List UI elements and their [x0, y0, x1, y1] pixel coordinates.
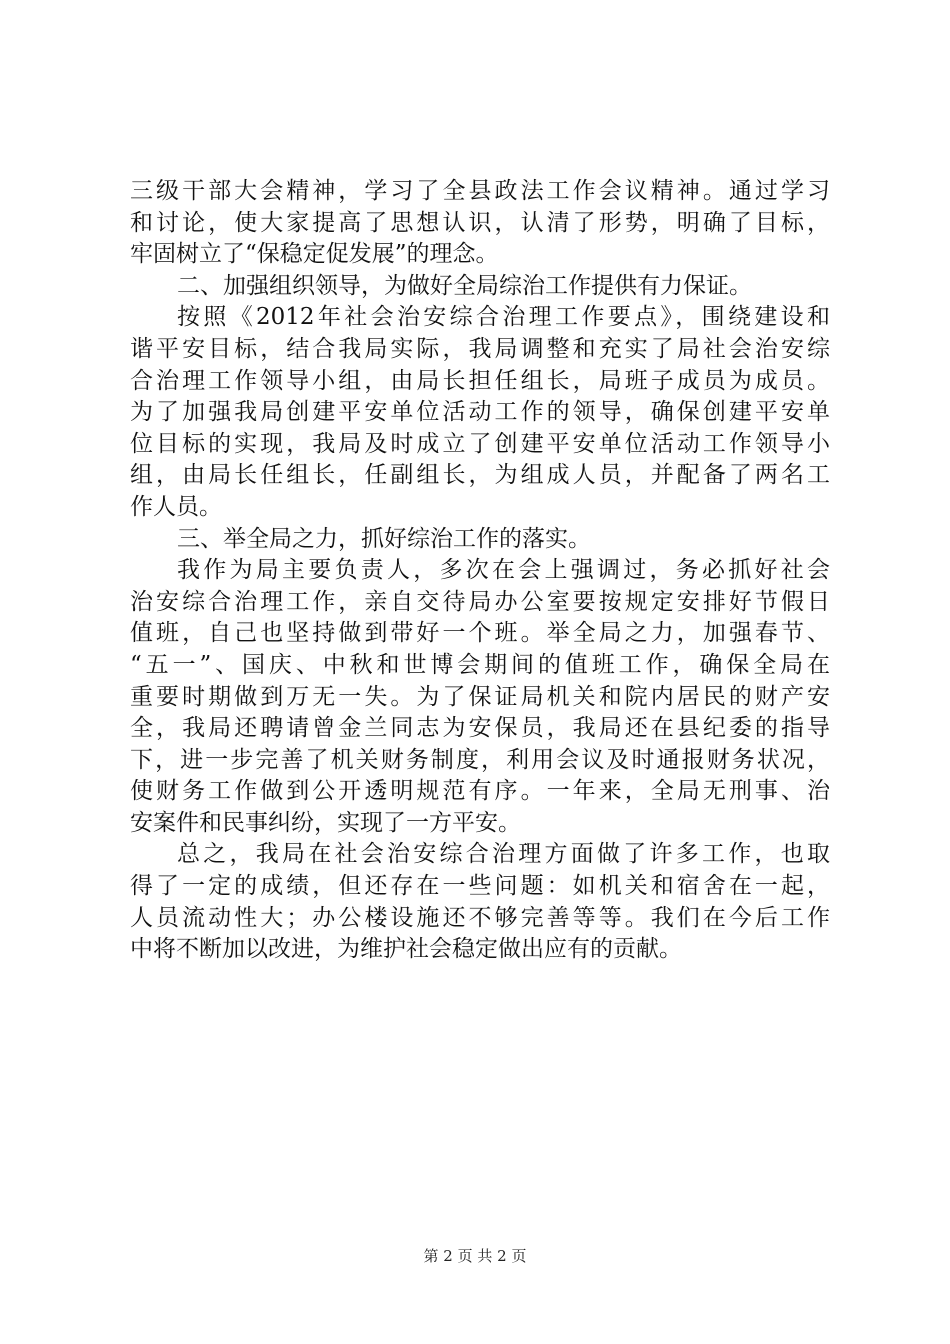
text-line: 和讨论，使大家提高了思想认识，认清了形势，明确了目标，	[130, 209, 830, 236]
text-line: 按照《2012年社会治安综合治理工作要点》，围绕建设和	[177, 304, 830, 331]
text-line: 人员流动性大；办公楼设施还不够完善等等。我们在今后工作	[130, 904, 830, 931]
text-line: “五一”、国庆、中秋和世博会期间的值班工作，确保全局在	[130, 651, 830, 678]
text-line: 安案件和民事纠纷，实现了一方平安。	[130, 809, 521, 836]
text-line: 谐平安目标，结合我局实际，我局调整和充实了局社会治安综	[130, 335, 830, 362]
text-line: 位目标的实现，我局及时成立了创建平安单位活动工作领导小	[130, 430, 830, 457]
section-heading-3: 三、举全局之力，抓好综治工作的落实。	[177, 525, 591, 552]
section-heading-2: 二、加强组织领导，为做好全局综治工作提供有力保证。	[177, 272, 752, 299]
text-line: 重要时期做到万无一失。为了保证局机关和院内居民的财产安	[130, 683, 830, 710]
document-body	[130, 176, 830, 966]
text-line: 总之，我局在社会治安综合治理方面做了许多工作，也取	[177, 841, 830, 868]
text-line: 中将不断加以改进，为维护社会稳定做出应有的贡献。	[130, 936, 682, 963]
text-line: 合治理工作领导小组，由局长担任组长，局班子成员为成员。	[130, 367, 830, 394]
text-line: 三级干部大会精神，学习了全县政法工作会议精神。通过学习	[130, 178, 830, 204]
text-line: 全，我局还聘请曾金兰同志为安保员，我局还在县纪委的指导	[130, 715, 830, 742]
text-line: 使财务工作做到公开透明规范有序。一年来，全局无刑事、治	[130, 778, 830, 805]
text-line: 为了加强我局创建平安单位活动工作的领导，确保创建平安单	[130, 399, 830, 426]
text-line: 我作为局主要负责人，多次在会上强调过，务必抓好社会	[177, 557, 830, 584]
text-line: 组，由局长任组长，任副组长，为组成人员，并配备了两名工	[130, 462, 830, 489]
text-line: 治安综合治理工作，亲自交待局办公室要按规定安排好节假日	[130, 588, 830, 615]
text-line: 作人员。	[130, 493, 222, 520]
text-line: 下，进一步完善了机关财务制度，利用会议及时通报财务状况，	[130, 746, 830, 773]
text-line: 牢固树立了“保稳定促发展”的理念。	[130, 241, 499, 268]
text-line: 得了一定的成绩，但还存在一些问题：如机关和宿舍在一起，	[130, 873, 830, 900]
page-number-footer: 第 2 页 共 2 页	[423, 1247, 527, 1265]
text-line: 值班，自己也坚持做到带好一个班。举全局之力，加强春节、	[130, 620, 830, 647]
